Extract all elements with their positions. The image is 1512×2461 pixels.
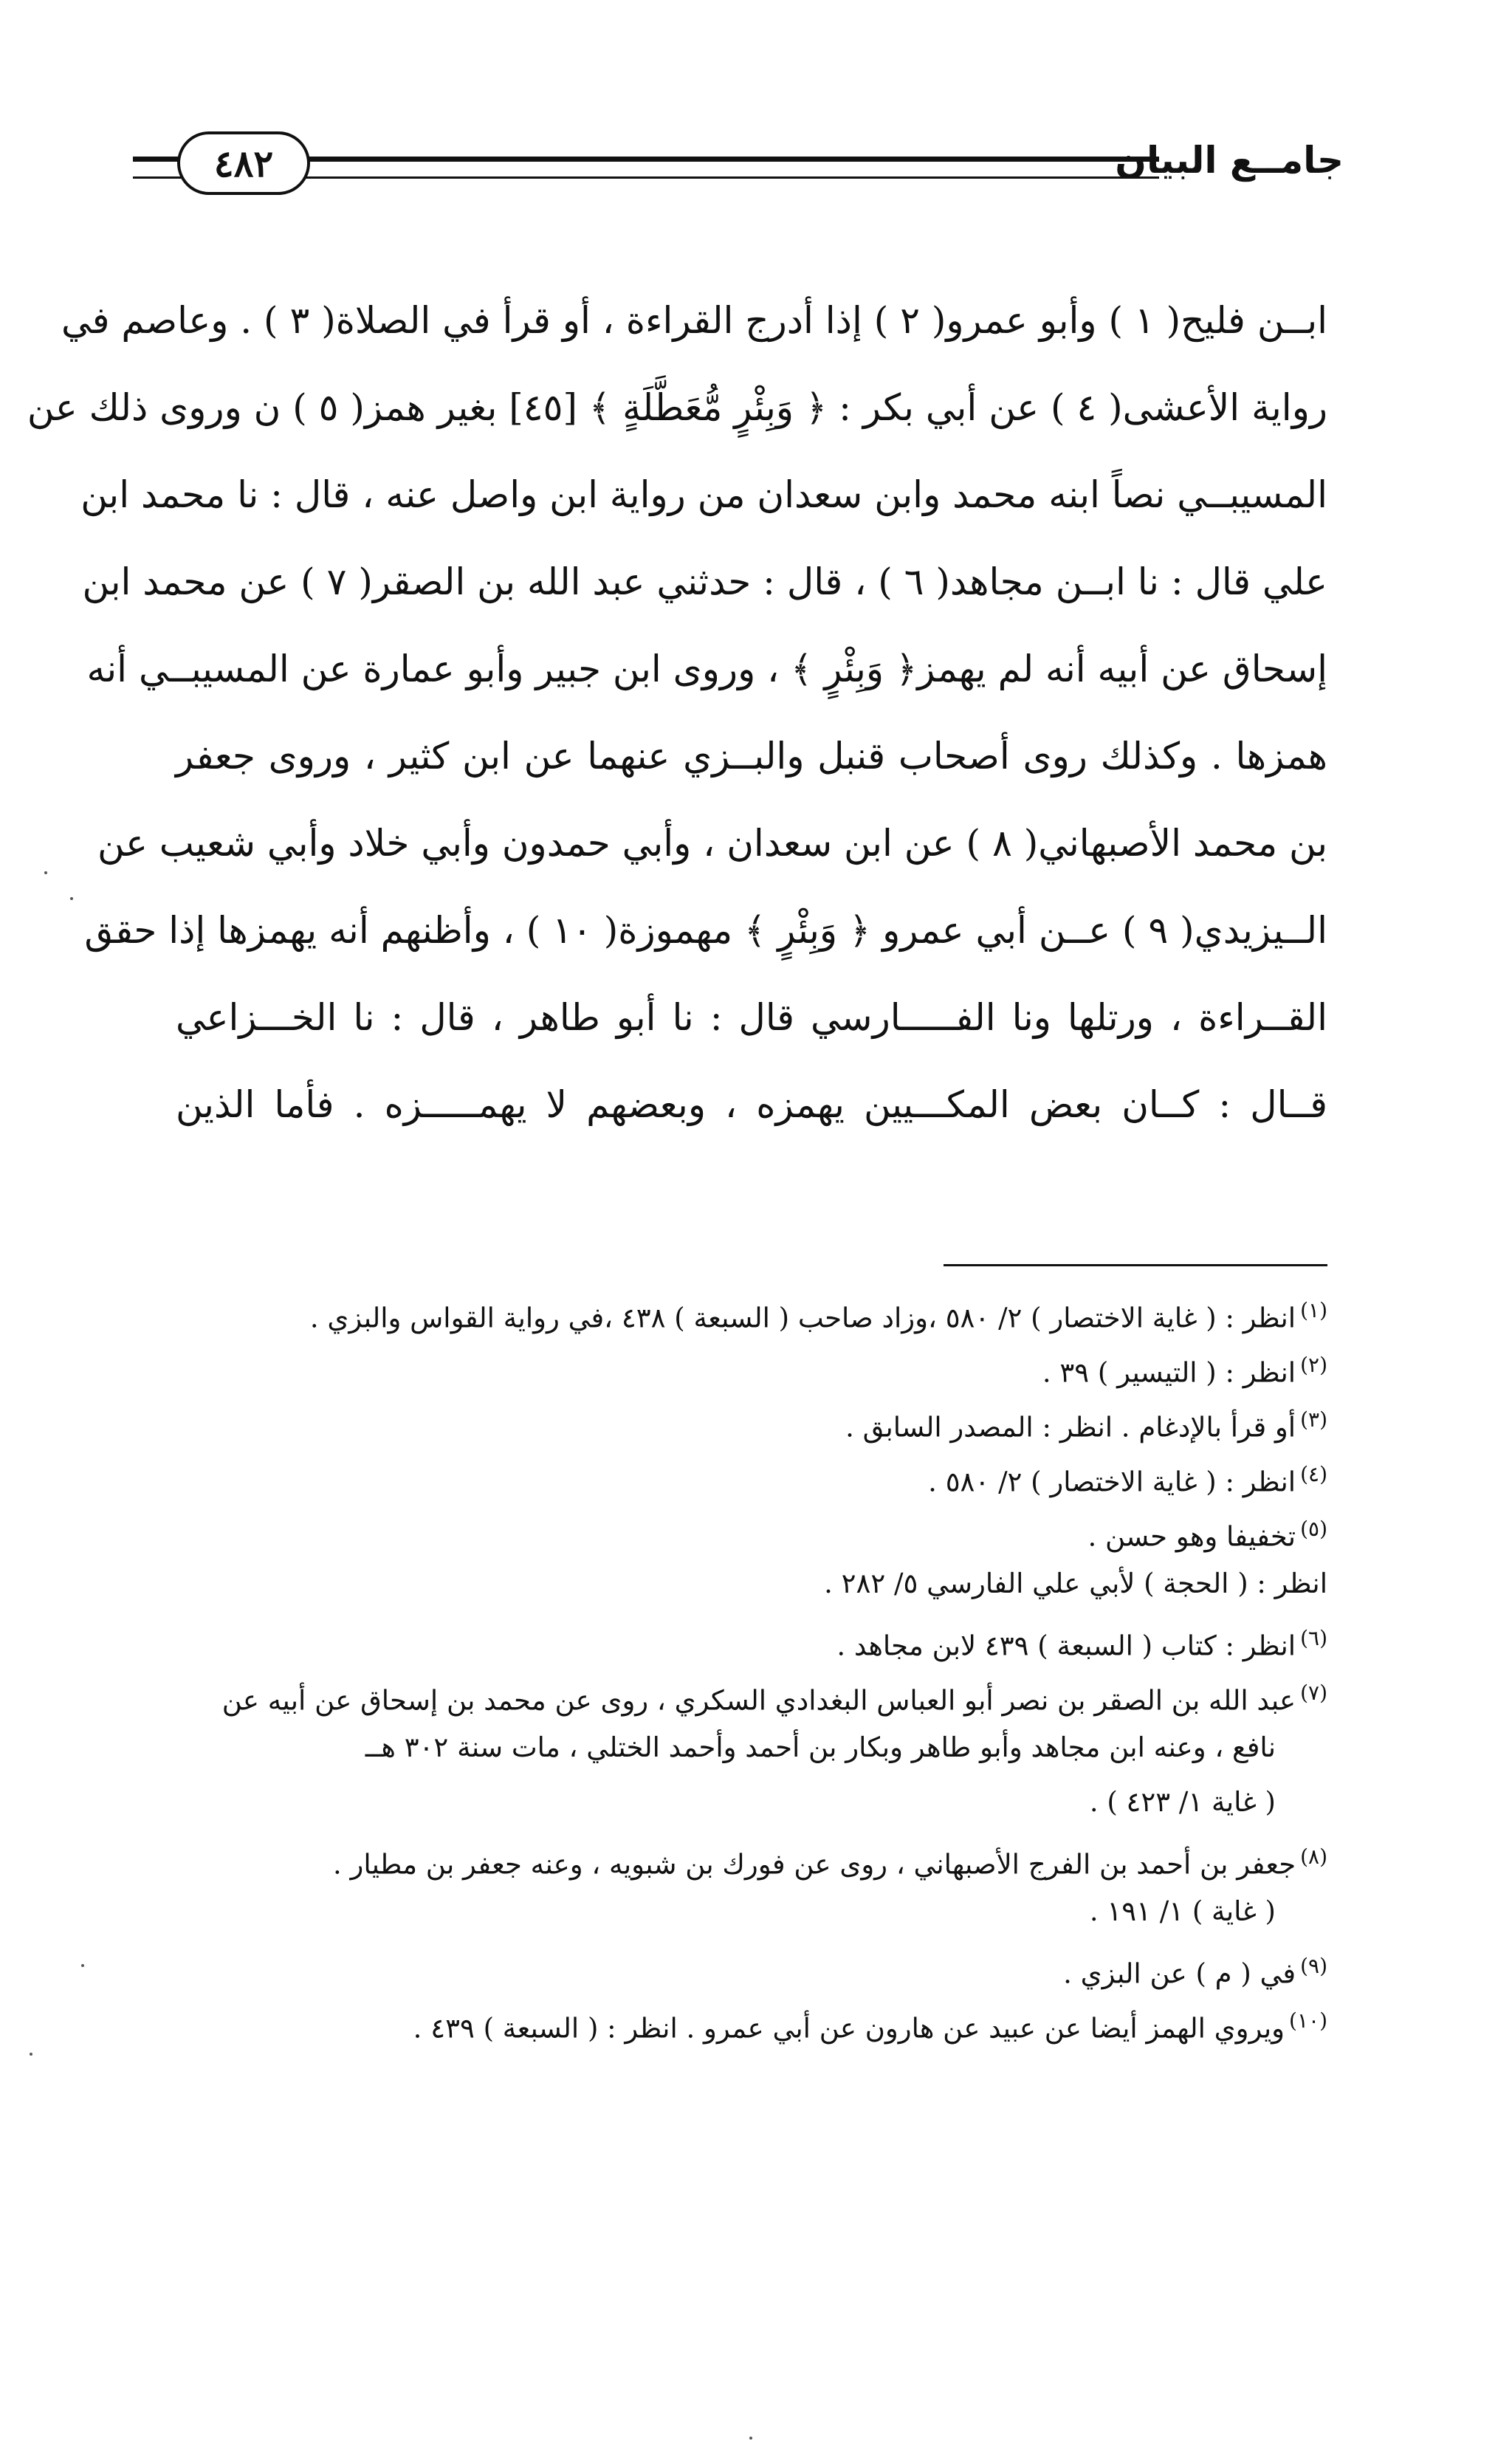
footnote-line <box>161 1994 1327 2048</box>
footnote-line <box>161 1283 1327 1338</box>
footnote-text: ( غاية ) ١/ ١٩١ . <box>1089 1895 1276 1927</box>
footnote-marker: (٨) <box>1300 1844 1327 1869</box>
body-line: إسحاق عن أبيه أنه لم يهمز﴿ وَبِئْرٍ ﴾ ، وروى ابن جبير وأبو عمارة عن المسيبــي أنه <box>86 648 1327 690</box>
footnote-separator <box>944 1264 1327 1266</box>
body-text <box>27 277 1327 1148</box>
footnote-marker: (٤) <box>1300 1462 1327 1486</box>
body-line: رواية الأعشى( ٤ ) عن أبي بكر : ﴿ وَبِئْرٍ مُّعَطَّلَةٍ ﴾ [٤٥] بغير همز( ٥ ) ن وروى ذلك عن <box>27 386 1327 429</box>
footnote-line <box>161 1393 1327 1447</box>
footnote-text: انظر : كتاب ( السبعة ) ٤٣٩ لابن مجاهد . <box>836 1630 1296 1662</box>
footnote-marker: (٣) <box>1300 1407 1327 1432</box>
footnote-line <box>161 1666 1327 1720</box>
footnote-text: في ( م ) عن البزي . <box>1063 1957 1296 1990</box>
footnote-text: نافع ، وعنه ابن مجاهد وأبو طاهر وبكار بن أحمد وأحمد الختلي ، مات سنة ٣٠٢ هــ <box>365 1731 1276 1763</box>
scan-speck <box>70 897 73 900</box>
footnote-marker: (٦) <box>1300 1626 1327 1650</box>
footnote-line <box>161 1502 1327 1556</box>
footnote-line <box>161 1884 1327 1939</box>
page-number: ٤٨٢ <box>177 131 310 195</box>
header-rule <box>303 157 1159 179</box>
scan-speck <box>749 2437 752 2440</box>
footnote-line <box>161 1830 1327 1884</box>
page-header <box>133 126 1344 207</box>
body-line: القــراءة ، ورتلها ونا الفـــــارسي قال : نا أبو طاهر ، قال : نا الخـــزاعي <box>176 996 1327 1039</box>
footnotes <box>161 1283 1327 2048</box>
footnote-marker: (١٠) <box>1289 2008 1327 2033</box>
footnote-line <box>161 1611 1327 1666</box>
body-line: علي قال : نا ابــن مجاهد( ٦ ) ، قال : حدثني عبد الله بن الصقر( ٧ ) عن محمد ابن <box>82 560 1327 603</box>
footnote-text: جعفر بن أحمد بن الفرج الأصبهاني ، روى عن فورك بن شبويه ، وعنه جعفر بن مطيار . <box>333 1848 1296 1881</box>
footnote-text: انظر : ( التيسير ) ٣٩ . <box>1042 1356 1296 1389</box>
footnote-marker: (٩) <box>1300 1954 1327 1978</box>
footnote-text: عبد الله بن الصقر بن نصر أبو العباس البغدادي السكري ، روى عن محمد بن إسحاق عن أبيه عن <box>221 1684 1296 1717</box>
footnote-marker: (٧) <box>1300 1681 1327 1705</box>
footnote-text: تخفيفا وهو حسن . <box>1087 1520 1296 1553</box>
footnote-line <box>161 1556 1327 1611</box>
footnote-text: انظر : ( غاية الاختصار ) ٢/ ٥٨٠ ،وزاد صاحب ( السبعة ) ٤٣٨ ،في رواية القواس والبزي . <box>309 1302 1296 1334</box>
body-line: قــال : كــان بعض المكـــيين يهمزه ، وبعضهم لا يهمـــــزه . فأما الذين <box>176 1083 1327 1126</box>
footnote-line <box>161 1775 1327 1830</box>
footnote-text: انظر : ( غاية الاختصار ) ٢/ ٥٨٠ . <box>928 1466 1296 1498</box>
footnote-line <box>161 1939 1327 1994</box>
footnote-text: أو قرأ بالإدغام . انظر : المصدر السابق . <box>845 1411 1296 1444</box>
footnote-line <box>161 1720 1327 1775</box>
footnote-text: ( غاية ١/ ٤٢٣ ) . <box>1089 1786 1276 1818</box>
body-line: المسيبــي نصاً ابنه محمد وابن سعدان من رواية ابن واصل عنه ، قال : نا محمد ابن <box>80 473 1327 516</box>
footnote-marker: (٥) <box>1300 1517 1327 1541</box>
scan-speck <box>30 2053 32 2056</box>
footnote-line <box>161 1447 1327 1502</box>
footnote-text: ويروي الهمز أيضا عن عبيد عن هارون عن أبي عمرو . انظر : ( السبعة ) ٤٣٩ . <box>413 2012 1285 2045</box>
body-line: الــيزيدي( ٩ ) عــن أبي عمرو ﴿ وَبِئْرٍ ﴾ مهموزة( ١٠ ) ، وأظنهم أنه يهمزها إذا حقق <box>84 909 1327 952</box>
footnote-line <box>161 1338 1327 1393</box>
body-line: ابــن فليح( ١ ) وأبو عمرو( ٢ ) إذا أدرج القراءة ، أو قرأ في الصلاة( ٣ ) . وعاصم في <box>61 299 1327 342</box>
footnote-marker: (٢) <box>1300 1353 1327 1377</box>
scan-speck <box>81 1964 84 1967</box>
running-title: جامــع البيان <box>1115 139 1344 182</box>
footnote-marker: (١) <box>1300 1298 1327 1322</box>
body-line: همزها . وكذلك روى أصحاب قنبل والبــزي عنهما عن ابن كثير ، وروى جعفر <box>176 735 1327 778</box>
scan-speck <box>44 871 47 874</box>
footnote-text: انظر : ( الحجة ) لأبي علي الفارسي ٥/ ٢٨٢ . <box>824 1568 1327 1599</box>
body-line: بن محمد الأصبهاني( ٨ ) عن ابن سعدان ، وأبي حمدون وأبي خلاد وأبي شعيب عن <box>97 822 1327 865</box>
